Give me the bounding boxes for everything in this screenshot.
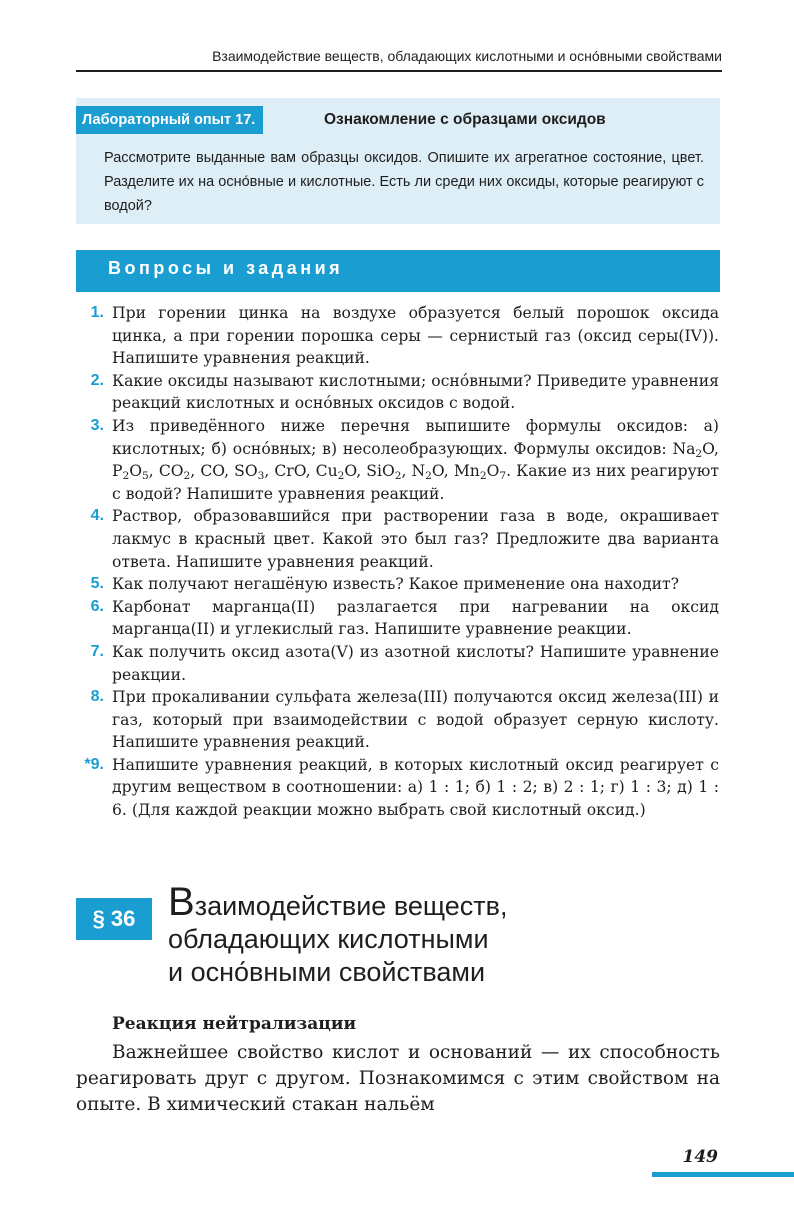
paragraph-title xyxy=(168,880,688,989)
question-text: Раствор, образовавшийся при растворении газа в воде, окрашивает лакмус в красный цвет. Какой это был газ? Предложите два варианта ответа. Напишите уравнения реакций. xyxy=(112,507,719,571)
question-item xyxy=(0,370,794,415)
question-text: Как получить оксид азота(V) из азотной кислоты? Напишите уравнение реакции. xyxy=(112,642,719,684)
oxide-formulas: $Na_2O$, $P_2O_5$, $CO_2$, CO, $SO_3$, CrO, $Cu_2O$, SiO$_2$, $N_2O$, $Mn_2O_7$ xyxy=(112,439,719,483)
lab-title: Ознакомление с образцами оксидов xyxy=(324,111,606,128)
question-text-end: . Какие из них реагируют с водой? Напишите уравнения реакций. xyxy=(112,462,719,503)
question-item xyxy=(0,415,794,505)
question-item xyxy=(0,641,794,686)
question-text: Как получают негашёную известь? Какое применение она находит? xyxy=(112,575,679,594)
body-paragraph: Важнейшее свойство кислот и оснований — их способность реагировать друг с другом. Познакомимся с этим свойством на опыте. В химический стакан нальём xyxy=(76,1042,720,1115)
question-number: 5. xyxy=(90,575,104,593)
question-number: 1. xyxy=(90,304,104,321)
questions-banner xyxy=(76,250,720,292)
lab-text: Рассмотрите выданные вам образцы оксидов. Опишите их агрегатное состояние, цвет. Разделите их на осно́вные и кислотные. Есть ли среди них оксиды, которые реагируют с водой? xyxy=(104,150,704,214)
question-text: Какие оксиды называют кислотными; осно́вными? Приведите уравнения реакций кислотных и осно́вных оксидов с водой. xyxy=(112,371,719,413)
lab-experiment-box xyxy=(76,98,720,224)
questions-list xyxy=(0,302,794,822)
paragraph-badge: § 36 xyxy=(76,898,152,940)
section-subheading: Реакция нейтрализации xyxy=(112,1014,357,1034)
title-line-1: заимодействие веществ, xyxy=(194,891,508,921)
question-item xyxy=(0,754,794,822)
header-rule xyxy=(76,70,722,72)
lab-tag: Лабораторный опыт 17. xyxy=(76,106,263,134)
question-text: Из приведённого ниже перечня выпишите формулы оксидов: а) кислотных; б) осно́вных; в) несолеобразующих. Формулы оксидов: xyxy=(112,416,719,458)
question-number: 4. xyxy=(90,507,104,525)
title-line-2: обладающих кислотными xyxy=(168,924,489,954)
questions-heading: Вопросы и задания xyxy=(108,258,344,278)
question-text: При прокаливании сульфата железа(III) получаются оксид железа(III) и газ, который при взаимодействии с водой образует серную кислоту. Напишите уравнения реакций. xyxy=(112,688,719,752)
question-item xyxy=(0,302,794,370)
question-number: 2. xyxy=(90,371,104,389)
question-number: 7. xyxy=(90,642,104,660)
question-item xyxy=(0,686,794,754)
title-drop-cap: В xyxy=(168,880,195,924)
question-text: Напишите уравнения реакций, в которых кислотный оксид реагирует с другим веществом в соотношении: а) 1 : 1; б) 1 : 2; в) 2 : 1; г) 1 : 3; д) 1 : 6. (Для каждой реакции можно выбрать свой кислотный оксид.) xyxy=(112,755,719,820)
page-number: 149 xyxy=(682,1147,718,1167)
question-text: При горении цинка на воздухе образуется белый порошок оксида цинка, а при горении порошка серы — сернистый газ (оксид серы(IV)). Напишите уравнения реакций. xyxy=(112,304,719,368)
question-number: 8. xyxy=(90,688,104,706)
question-item xyxy=(0,505,794,573)
question-item xyxy=(0,596,794,641)
question-number: *9. xyxy=(84,755,104,773)
question-number: 6. xyxy=(90,597,104,615)
question-number: 3. xyxy=(90,416,104,434)
footer-accent-bar xyxy=(652,1172,794,1177)
question-item xyxy=(0,573,794,596)
title-line-3: и осно́вными свойствами xyxy=(168,957,486,987)
running-header: Взаимодействие веществ, обладающих кислотными и осно́вными свойствами xyxy=(212,48,722,64)
question-text: Карбонат марганца(II) разлагается при нагревании на оксид марганца(II) и углекислый газ. Напишите уравнение реакции. xyxy=(112,597,719,639)
